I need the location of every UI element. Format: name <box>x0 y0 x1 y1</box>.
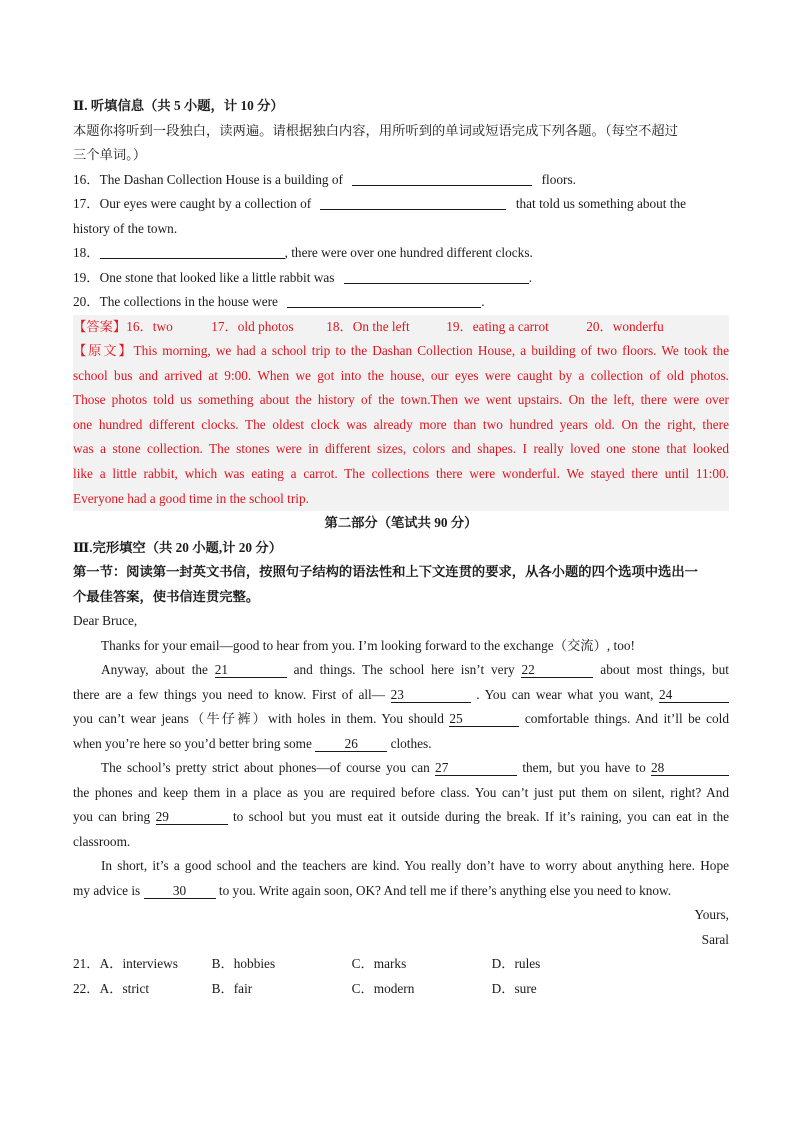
question-18-text: , there were over one hundred different clocks. <box>284 245 533 260</box>
transcript-line-4: one hundred different clocks. The oldest clock was already more than two hundred years old. On the right, there <box>73 416 729 432</box>
letter-greeting: Dear Bruce, <box>73 613 138 629</box>
cloze-blank-22[interactable]: 22 <box>521 662 593 678</box>
question-18-num: 18． <box>73 245 100 260</box>
transcript-tag: 【原文】 <box>73 343 134 359</box>
letter-signature: Saral <box>701 931 729 947</box>
option-number: 22． <box>73 980 100 996</box>
cloze-blank-30[interactable]: 30 <box>144 883 216 899</box>
question-17-cont: history of the town. <box>73 220 178 236</box>
letter-text: you can’t wear jeans（牛仔裤）with holes in them. You should <box>73 711 444 727</box>
cloze-blank-21[interactable]: 21 <box>215 662 287 678</box>
section-2-instructions-cont: 三个单词。） <box>73 147 147 162</box>
answer-key-box <box>73 315 729 512</box>
cloze-blank-27[interactable]: 27 <box>435 760 517 776</box>
question-17-text: 17．Our eyes were caught by a collection of <box>73 196 312 211</box>
option-c[interactable]: C．modern <box>351 980 415 996</box>
letter-paragraph-3-line-2: the phones and keep them in a place as you are required before class. You can’t just put them on silent, right? And <box>73 784 729 800</box>
letter-text: Anyway, about the <box>101 662 208 678</box>
part-2-title: 第二部分（笔试共 90 分） <box>324 515 478 531</box>
question-17 <box>73 192 729 217</box>
cloze-blank-29[interactable]: 29 <box>156 809 228 825</box>
letter-text: there are a few things you need to know. First of all— <box>73 686 386 702</box>
letter-paragraph-3-line-1 <box>73 756 729 781</box>
option-d[interactable]: D．rules <box>491 956 541 972</box>
question-16-text: 16．The Dashan Collection House is a building of <box>73 171 343 187</box>
answer-17: 17．old photos <box>211 318 294 334</box>
cloze-blank-23[interactable]: 23 <box>391 687 471 703</box>
section-3-instructions-cont: 个最佳答案，使书信连贯完整。 <box>73 588 260 604</box>
section-3-title: Ⅲ.完形填空（共 20 小题,计 20 分） <box>73 539 282 555</box>
letter-paragraph-3-line-4: classroom. <box>73 833 131 849</box>
section-2-title: Ⅱ. 听填信息（共 5 小题，计 10 分） <box>73 98 284 113</box>
letter-paragraph-4-line-2 <box>73 879 729 904</box>
transcript-line-6: like a little rabbit, which was eating a carrot. The collections there were wonderful. We stayed there until 11:00. <box>73 466 729 482</box>
letter-text: comfortable things. And it’ll be cold <box>524 711 730 727</box>
answer-20: 20．wonderfu <box>586 318 664 334</box>
option-a[interactable]: A．interviews <box>99 956 178 972</box>
exam-page <box>73 94 729 1001</box>
letter-text: The school’s pretty strict about phones—of course you can <box>101 760 430 776</box>
option-b[interactable]: B．hobbies <box>211 956 276 972</box>
letter-text: them, but you have to <box>522 760 646 776</box>
letter-paragraph-2-line-3 <box>73 707 729 732</box>
cloze-blank-28[interactable]: 28 <box>651 760 729 776</box>
answer-16: 16．two <box>126 318 173 334</box>
transcript-line-2: school bus and arrived at 9:00. When we got into the house, our eyes were caught by a collection of old photos. <box>73 367 729 383</box>
letter-text: and things. The school here isn’t very <box>293 662 515 678</box>
answer-blank-20[interactable] <box>287 292 481 308</box>
transcript-line-3: Those photos told us something about the history of the town.Then we went upstairs. On the left, there were over <box>73 392 729 408</box>
option-d[interactable]: D．sure <box>491 980 537 996</box>
option-a[interactable]: A．strict <box>99 980 150 996</box>
answer-19: 19．eating a carrot <box>446 318 549 334</box>
letter-closing: Yours, <box>694 907 729 923</box>
letter-text: about most things, but <box>600 662 729 678</box>
section-3-instructions: 第一节：阅读第一封英文书信，按照句子结构的语法性和上下文连贯的要求，从各小题的四个选项中选出一 <box>73 564 698 580</box>
letter-text: my advice is <box>73 882 141 898</box>
option-b[interactable]: B．fair <box>211 980 253 996</box>
letter-paragraph-4-line-1: In short, it’s a good school and the teachers are kind. You really don’t have to worry about anything here. Hope <box>101 858 729 874</box>
cloze-blank-25[interactable]: 25 <box>449 711 519 727</box>
question-19 <box>73 266 729 291</box>
question-16 <box>73 168 729 193</box>
question-16-text-end: floors. <box>541 171 576 187</box>
letter-text: clothes. <box>390 735 432 751</box>
transcript-line-7: Everyone had a good time in the school trip. <box>73 490 309 506</box>
question-18 <box>73 241 729 266</box>
letter-text: to you. Write again soon, OK? And tell me if there’s anything else you need to know. <box>218 882 672 898</box>
answer-blank-16[interactable] <box>352 170 532 186</box>
answer-blank-18[interactable] <box>100 243 285 259</box>
transcript-line-5: was a stone collection. The stones were in different sizes, colors and shapes. I really loved one stone that looked <box>73 441 729 457</box>
question-19-text: 19．One stone that looked like a little rabbit was <box>73 269 335 285</box>
letter-paragraph-2-line-1 <box>73 658 729 683</box>
option-c[interactable]: C．marks <box>351 956 407 972</box>
question-20-text: 20．The collections in the house were <box>73 294 278 309</box>
cloze-blank-24[interactable]: 24 <box>659 687 729 703</box>
question-20-end: . <box>481 294 485 309</box>
question-20 <box>73 290 729 315</box>
letter-text: . You can wear what you want, <box>476 686 654 702</box>
answer-18: 18．On the left <box>326 318 410 334</box>
option-number: 21． <box>73 956 100 972</box>
options-row-21 <box>73 952 729 977</box>
letter-text: when you’re here so you’d better bring some <box>73 735 312 751</box>
answer-blank-17[interactable] <box>320 194 506 210</box>
letter-paragraph-3-line-3 <box>73 805 729 830</box>
transcript-text-1: This morning, we had a school trip to the Dashan Collection House, a building of two floors. We took the <box>133 343 729 359</box>
options-row-22 <box>73 977 729 1002</box>
answer-blank-19[interactable] <box>344 268 529 284</box>
letter-text: to school but you must eat it outside during the break. If it’s raining, you can eat in the <box>232 809 730 825</box>
transcript-line-1 <box>73 339 729 364</box>
answer-tag: 【答案】 <box>73 318 127 334</box>
letter-paragraph-2-line-4 <box>73 732 729 757</box>
question-19-end: . <box>528 269 533 285</box>
letter-paragraph-2-line-2 <box>73 683 729 708</box>
answer-key-line <box>73 315 729 340</box>
section-2-instructions: 本题你将听到一段独白，读两遍。请根据独白内容，用所听到的单词或短语完成下列各题。（每空不超过 <box>73 122 679 138</box>
question-17-text-mid: that told us something about the <box>515 196 687 211</box>
letter-text: you can bring <box>73 809 151 825</box>
cloze-blank-26[interactable]: 26 <box>315 736 387 752</box>
letter-paragraph-1: Thanks for your email—good to hear from you. I’m looking forward to the exchange（交流）, too! <box>101 637 635 653</box>
